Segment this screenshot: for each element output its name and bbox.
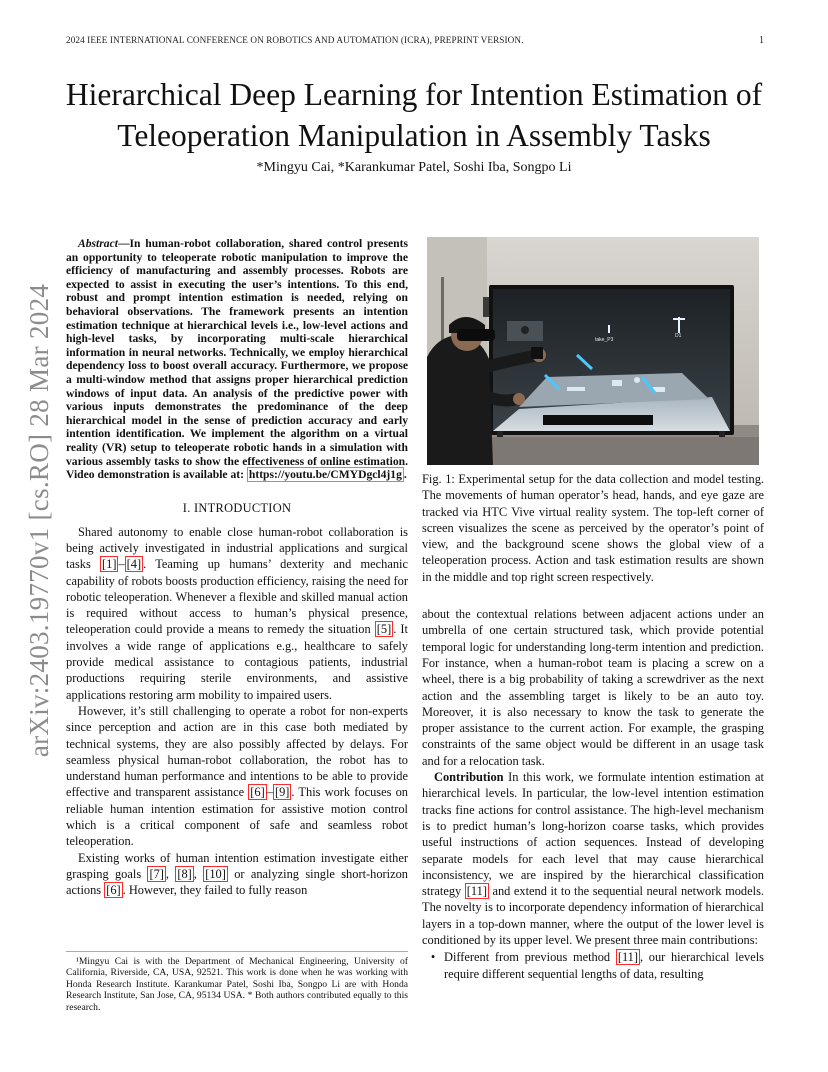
arxiv-stamp-text: arXiv:2403.19770v1 [cs.RO] 28 Mar 2024 (24, 283, 55, 757)
intro-p3-text-a: Existing works of human intention estimation investigate either grasping goals (66, 850, 408, 881)
contribution-bullet-1 (422, 949, 764, 982)
author-list: *Mingyu Cai, *Karankumar Patel, Soshi Iba, Songpo Li (256, 160, 572, 175)
left-column (66, 237, 408, 899)
intro-p1-text-c: . It involves a wide range of applications e.g., healthcare to safely provide medical assistance to contagious patients, industrial productions requiring sterile environments, and assistive applications restoring arm mobility to impaired users. (66, 622, 408, 702)
citation-7[interactable]: [7] (149, 866, 164, 881)
citation-10[interactable]: [10] (205, 866, 226, 881)
vr-setup-illustration (427, 237, 759, 465)
section-heading-introduction: I. INTRODUCTION (182, 500, 292, 515)
bullet-1-text (444, 949, 764, 982)
citation-8[interactable]: [8] (177, 866, 192, 881)
right-column-body (422, 606, 764, 982)
screen-label-right: D1 (675, 333, 682, 339)
intro-paragraph-2 (66, 703, 408, 850)
intro-p3-text-b: or analyzing single short-horizon actions (66, 866, 408, 898)
abstract-lead: Abstract (78, 237, 118, 250)
intro-p2-text-a: However, it’s still challenging to operate a robot for non-experts since perception and action are in this case both mediated by technical systems, they are also possibly affected by delays. For seamless physical human-robot collaboration, the robot has to understand human performance and intentions to be able to provide effective and transparent assistance (66, 703, 408, 800)
intro-paragraph-3 (66, 850, 408, 899)
abstract-text: —In human-robot collaboration, shared control presents an opportunity to teleoperate robotic manipulation to improve the efficiency of manufacturing and assembly processes. Robots are expected to assist in executing the user’s intentions. To this end, robust and prompt intention estimation is needed, relying on behavioral observations. The framework presents an intention estimation technique at hierarchical levels i.e., low-level actions and high-level tasks, by incorporating multi-scale hierarchical information in neural networks. Technically, we employ hierarchical dependency loss to boost overall accuracy. Furthermore, we propose a multi-window method that assigns proper hierarchical prediction windows of input data. An analysis of the predictive power with various inputs demonstrates the predominance of the deep hierarchical model in the sense of prediction accuracy and early intention identification. We implement the algorithm on a virtual reality (VR) setup to teleoperate robotic hands in a simulation with various assembly tasks to show the effectiveness of online estimation. Video demonstration is available at: (66, 237, 408, 482)
video-link[interactable]: https://youtu.be/CMYDgcl4j1g (248, 468, 402, 482)
intro-p1-text-a: Shared autonomy to enable close human-robot collaboration is being actively investigated in industrial applications and surgical tasks (66, 524, 408, 572)
citation-5[interactable]: [5] (376, 622, 392, 637)
footnote: ¹Mingyu Cai is with the Department of Mechanical Engineering, University of California, Riverside, CA, USA, 92521. This work is done when he was working with Honda Research Institute. Karankumar Patel, Soshi Iba, Songpo Li are with Honda Research Institute, San Jose, CA, 95134 USA. * Both authors contributed equally to this research. (66, 951, 408, 1013)
figure-1-photo (427, 237, 759, 465)
citation-9[interactable]: [9] (274, 785, 290, 800)
paper-title: Hierarchical Deep Learning for Intention Estimation of Teleoperation Manipulation in Assembly Tasks (65, 77, 763, 153)
citation-1[interactable]: [1] (102, 557, 117, 572)
intro-p2-text-b: . This work focuses on reliable human intention estimation for assistive motion control which is a critical component of safe and seamless robot teleoperation. (66, 785, 408, 849)
contribution-text-b: and extend it to the sequential neural network models. The novelty is to incorporate dependency information of hierarchical layers in a top-down manner, where the output of the lower level is conditioned by its upper level. We present three main contributions: (422, 884, 764, 948)
bullet-marker: • (430, 950, 436, 965)
intro-p2-dash: – (266, 785, 273, 800)
contribution-text-a: In this work, we formulate intention estimation at hierarchical levels. In particular, the low-level intention estimation tracks fine actions for control assistance. The high-level mechanism is to predict human’s long-horizon coarse tasks, which provides useful instructions of action sequences. Instead of developing separate models for each level that may cause hierarchical inconsistency, we are inspired by the hierarchical classification strategy (422, 770, 764, 899)
intro-p1-dash: – (118, 557, 125, 572)
abstract (66, 237, 408, 482)
abstract-end: . (403, 468, 407, 482)
page-number: 1 (759, 35, 764, 46)
contribution-label: Contribution (434, 770, 504, 785)
screen-label-left: take_P3 (595, 337, 614, 343)
right-column (422, 237, 764, 982)
intro-p3-text-c: . However, they failed to fully reason (122, 883, 308, 898)
figure-1-caption: Fig. 1: Experimental setup for the data collection and model testing. The movements of human operator’s head, hands, and eye gaze are tracked via HTC Vive virtual reality system. The top-left corner of screen visualizes the scene as perceived by the operator’s point of view, and the background scene shows the global view of a teleoperation process. Action and task estimation results are shown in the middle and top right screen respectively. (422, 472, 764, 584)
arxiv-stamp (20, 280, 60, 760)
citation-11[interactable]: [11] (466, 884, 487, 899)
citation-4[interactable]: [4] (126, 557, 142, 572)
intro-p3-sep-1: , (165, 866, 176, 881)
introduction-body (66, 524, 408, 899)
citation-6[interactable]: [6] (250, 785, 265, 800)
intro-paragraph-1 (66, 524, 408, 703)
running-head: 2024 IEEE INTERNATIONAL CONFERENCE ON ROBOTICS AND AUTOMATION (ICRA), PREPRINT VERSION. (66, 35, 524, 45)
citation-11b[interactable]: [11] (617, 950, 638, 965)
right-paragraph-1: about the contextual relations between adjacent actions under an umbrella of one certain structured task, which provide potential temporal logic for understanding long-term intention and prediction. For instance, when a human-robot team is placing a screw on a wheel, there is a big probability of taking a screwdriver as the next action and the assembling target is likely to be an auto toy. Moreover, it is also necessary to know the task to generate the proper assistance to the current action. For example, the grasping constraints of the same object would be different in an usage task and for a relocation task. (422, 607, 764, 768)
contribution-paragraph (422, 769, 764, 948)
bullet-1-text-b: , our hierarchical levels require different sequential lengths of data, resulting (444, 950, 765, 981)
bullet-1-text-a: Different from previous method (444, 950, 616, 965)
citation-6b[interactable]: [6] (106, 883, 121, 898)
intro-p1-text-b: . Teaming up humans’ dexterity and mechanic capability of robots boosts production efficiency, raising the need for robotic teleoperation. Whenever a flexible and skilled manual action is required without access to human’s physical presence, teleoperation could provide a means to remedy the situation (66, 557, 408, 637)
intro-p3-sep-2: , (193, 866, 204, 881)
